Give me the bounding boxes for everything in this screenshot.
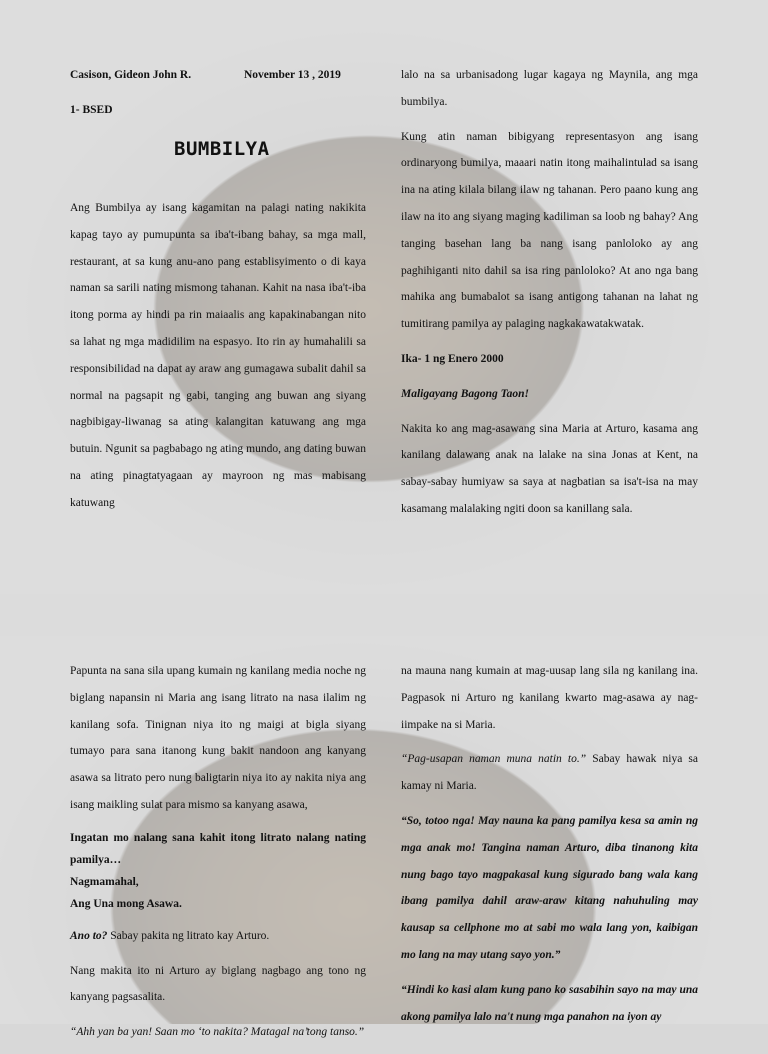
arturo-reaction-paragraph: Nang makita ito ni Arturo ay biglang nagbago ang tono ng kanyang pagsasalita. <box>70 964 366 1004</box>
author-name: Casison, Gideon John R. <box>70 69 192 81</box>
media-noche-paragraph: Papunta na sana sila upang kumain ng kanilang media noche ng biglang napansin ni Maria ang isang litrato na nasa ilalim ng kanilang sofa. Tinignan niya ito ng maigi at bigla siyang tumayo para sana itanong kung bakit nandoon ang kanyang asawa sa litrato pero nung baligtarin niya ito ay nakita niya ang isang maikling sulat para mismo sa kanyang asawa, <box>70 665 366 811</box>
new-year-greeting: Maligayang Bagong Taon! <box>401 387 530 400</box>
arturo-explanation-quote: “Hindi ko kasi alam kung pano ko sasabihin sayo na may una akong pamilya lalo na't nung mga panahon na iyon ay <box>401 983 698 1023</box>
page1-left-column <box>70 195 366 525</box>
paragraph-continuation: lalo na sa urbanisadong lugar kagaya ng Maynila, ang mga bumbilya. <box>401 69 698 108</box>
representation-paragraph: Kung atin naman bibigyang representasyon ang isang ordinaryong bumilya, maaari natin itong maihalintulad sa isang ina na ating kilala bilang ilaw ng tahanan. Pero paano kung ang ilaw na ito ang siyang maging kadiliman sa loob ng bahay? Ang tanging basehan lang ba nang isang panloloko ay ang paghihiganti nito dahil sa isa ring panloloko? At ano nga bang mahika ang bumabalot sa isang antigong tahanan na lahat ng tumitirang pamilya ay palaging nagkakawatakwatak. <box>401 130 698 331</box>
page2-left-column <box>70 658 366 1054</box>
intro-paragraph: Ang Bumbilya ay isang kagamitan na palagi nating nakikita kapag tayo ay pumupunta sa iba't-ibang bahay, sa mga mall, restaurant, at sa kung anu-ano pang establisyimento o di kaya naman sa sarili nating mismong tahanan. Kahit na nasa iba't-iba itong porma ay hindi pa rin maiaalis ang kapakinabangan nito sa lahat ng mga madidilim na espasyo. Ito rin ay humahalili sa responsibilidad na dapat ay araw ang gumagawa subalit dahil sa normal na pagsapit ng gabi, tanging ang buwan ang siyang nagbibigay-liwanag sa ating kalangitan katuwang ang mga butuin. Ngunit sa pagbabago ng ating mundo, ang dating buwan na ating pinagtatyagaan ay mayroon ng mas mabisang katuwang <box>70 202 366 509</box>
family-paragraph: Nakita ko ang mag-asawang sina Maria at Arturo, kasama ang kanilang dalawang anak na lalake na sina Jonas at Kent, na sabay-sabay humiyaw sa saya at nagbatian sa isa't-isa na may kasamang malalaking ngiti doon sa kanillang sala. <box>401 422 698 515</box>
talk-quote: “Pag-usapan naman muna natin to.” <box>401 753 587 766</box>
talk-rest: Sabay hawak niya sa kamay ni Maria. <box>401 753 698 793</box>
arturo-quote: “Ahh yan ba yan! Saan mo ‘to nakita? Matagal na’tong tanso.” <box>70 1026 365 1039</box>
note-line-1: Ingatan mo nalang sana kahit itong litrato nalang nating pamilya… <box>70 831 366 866</box>
page-separator <box>0 594 768 636</box>
entry-date: Ika- 1 ng Enero 2000 <box>401 352 504 365</box>
document-page-2 <box>0 636 768 1039</box>
note-line-3: Ang Una mong Asawa. <box>70 897 182 910</box>
page1-right-column <box>401 62 698 531</box>
ano-to-paragraph <box>70 923 366 950</box>
talk-paragraph <box>401 746 698 800</box>
page2-right-column <box>401 658 698 1038</box>
course-label: 1- BSED <box>70 104 113 116</box>
document-date: November 13 , 2019 <box>244 69 341 81</box>
note-line-2: Nagmamahal, <box>70 875 139 888</box>
packing-paragraph: na mauna nang kumain at mag-uusap lang sila ng kanilang ina. Pagpasok ni Arturo ng kanilang kwarto mag-asawa ay nag-iimpake na si Maria. <box>401 665 698 731</box>
ano-to-rest: Sabay pakita ng litrato kay Arturo. <box>107 929 270 942</box>
document-title: BUMBILYA <box>174 138 270 160</box>
ano-to-question: Ano to? <box>70 929 108 942</box>
maria-quote: “So, totoo nga! May nauna ka pang pamilya kesa sa amin ng mga anak mo! Tangina naman Arturo, diba tinanong kita nung bago tayo magpakasal kung sigurado bang wala kang ibang pamilya dahil araw-araw kitang nahuhuling may kausap sa cellphone mo at sabi mo wala lang yon, kaibigan mo lang na may utang sayo yon.” <box>401 814 698 961</box>
